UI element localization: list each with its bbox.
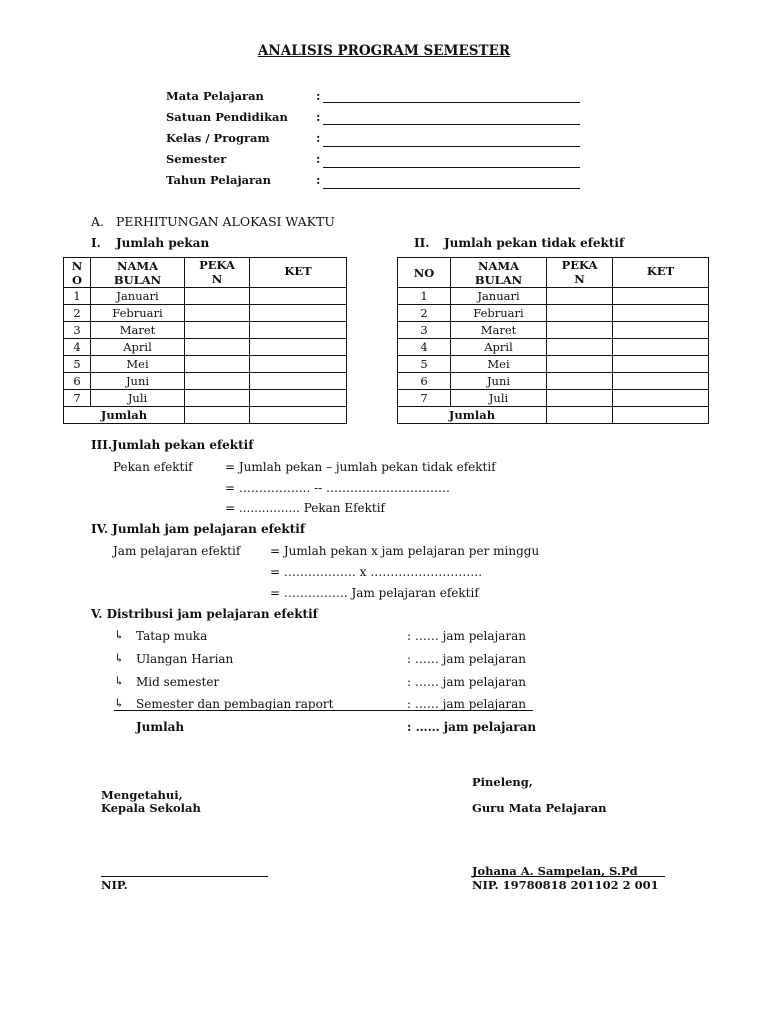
table-row — [398, 390, 709, 407]
left-nip-label: NIP. — [101, 878, 128, 892]
table-row — [64, 288, 347, 305]
cell-bulan: Februari — [451, 305, 547, 322]
cell-no: 5 — [64, 356, 91, 373]
page-title: ANALISIS PROGRAM SEMESTER — [257, 43, 511, 59]
jam-efektif-fill-line: = ……………… x ………………………. — [270, 565, 483, 579]
identity-input-line[interactable] — [323, 102, 580, 103]
cell-no: 3 — [398, 322, 451, 339]
pekan-efektif-fill-line: = ……………... -- …………………………. — [225, 481, 450, 495]
cell-bulan: Februari — [91, 305, 185, 322]
cell-ket[interactable] — [250, 322, 347, 339]
cell-bulan: Mei — [91, 356, 185, 373]
table-ii-number: II. — [414, 236, 430, 250]
section-a-title: PERHITUNGAN ALOKASI WAKTU — [116, 214, 335, 229]
table-row — [398, 339, 709, 356]
pekan-efektif-result: = ................ Pekan Efektif — [225, 501, 385, 515]
cell-total-pekan[interactable] — [547, 407, 613, 424]
jam-efektif-formula: = Jumlah pekan x jam pelajaran per minggu — [270, 544, 540, 558]
distribusi-total-label: Jumlah — [136, 720, 185, 734]
identity-colon: : — [316, 131, 321, 145]
table-row — [64, 339, 347, 356]
cell-bulan: Januari — [91, 288, 185, 305]
identity-colon: : — [316, 152, 321, 166]
table-row — [64, 322, 347, 339]
cell-ket[interactable] — [250, 373, 347, 390]
cell-bulan: Maret — [451, 322, 547, 339]
cell-pekan[interactable] — [547, 356, 613, 373]
mengetahui-label: Mengetahui, — [101, 788, 183, 802]
table-jumlah-pekan — [63, 257, 347, 424]
distribusi-item-value: : …… jam pelajaran — [407, 629, 527, 643]
identity-colon: : — [316, 110, 321, 124]
cell-ket[interactable] — [250, 288, 347, 305]
cell-pekan[interactable] — [547, 339, 613, 356]
cell-pekan[interactable] — [547, 288, 613, 305]
cell-no: 6 — [398, 373, 451, 390]
cell-no: 6 — [64, 373, 91, 390]
table-row — [398, 288, 709, 305]
cell-no: 2 — [64, 305, 91, 322]
jam-efektif-result: = ……………. Jam pelajaran efektif — [270, 586, 479, 600]
cell-ket[interactable] — [613, 373, 709, 390]
cell-bulan: Juni — [451, 373, 547, 390]
distribusi-item-label: Ulangan Harian — [136, 652, 234, 666]
guru-name: Johana A. Sampelan, S.Pd — [472, 864, 638, 878]
header-pekan: PEKA N — [547, 258, 613, 288]
pekan-efektif-formula: = Jumlah pekan – jumlah pekan tidak efektif — [225, 460, 496, 474]
header-ket: KET — [250, 258, 347, 288]
identity-label: Mata Pelajaran — [166, 89, 264, 103]
distribusi-item-value: : …… jam pelajaran — [407, 675, 527, 689]
table-row — [398, 373, 709, 390]
cell-ket[interactable] — [250, 390, 347, 407]
identity-colon: : — [316, 173, 321, 187]
cell-pekan[interactable] — [547, 373, 613, 390]
cell-ket[interactable] — [613, 390, 709, 407]
place-label: Pineleng, — [472, 775, 533, 789]
table-row — [64, 305, 347, 322]
distribusi-item-label: Tatap muka — [136, 629, 208, 643]
cell-pekan[interactable] — [547, 390, 613, 407]
cell-total-label: Jumlah — [64, 407, 185, 424]
cell-total-ket[interactable] — [250, 407, 347, 424]
table-row — [64, 373, 347, 390]
cell-pekan[interactable] — [185, 322, 250, 339]
cell-ket[interactable] — [613, 305, 709, 322]
table-row — [398, 356, 709, 373]
cell-ket[interactable] — [613, 339, 709, 356]
distribusi-item-label: Mid semester — [136, 675, 220, 689]
cell-pekan[interactable] — [185, 288, 250, 305]
cell-no: 7 — [64, 390, 91, 407]
cell-ket[interactable] — [613, 288, 709, 305]
cell-ket[interactable] — [250, 356, 347, 373]
cell-pekan[interactable] — [185, 305, 250, 322]
hooked-arrow-icon: ↳ — [114, 651, 125, 665]
header-no: N O — [64, 258, 91, 288]
jam-efektif-label: Jam pelajaran efektif — [113, 544, 241, 558]
table-i-number: I. — [91, 236, 101, 250]
cell-ket[interactable] — [250, 339, 347, 356]
guru-label: Guru Mata Pelajaran — [472, 801, 607, 815]
cell-ket[interactable] — [613, 322, 709, 339]
table-ii-title: Jumlah pekan tidak efektif — [444, 236, 625, 250]
table-pekan-tidak-efektif — [397, 257, 709, 424]
table-total-row — [64, 407, 347, 424]
identity-label: Satuan Pendidikan — [166, 110, 288, 124]
underline-divider — [114, 710, 533, 711]
hooked-arrow-icon: ↳ — [114, 628, 125, 642]
cell-bulan: Juli — [91, 390, 185, 407]
pekan-efektif-label: Pekan efektif — [113, 460, 193, 474]
identity-input-line[interactable] — [323, 167, 580, 168]
cell-bulan: April — [451, 339, 547, 356]
cell-total-pekan[interactable] — [185, 407, 250, 424]
cell-pekan[interactable] — [185, 356, 250, 373]
cell-total-label: Jumlah — [398, 407, 547, 424]
cell-no: 4 — [64, 339, 91, 356]
kepala-sekolah-label: Kepala Sekolah — [101, 801, 201, 815]
identity-colon: : — [316, 89, 321, 103]
cell-no: 4 — [398, 339, 451, 356]
section-v-heading: V. Distribusi jam pelajaran efektif — [91, 607, 318, 621]
distribusi-item-label: Semester dan pembagian raport — [136, 697, 334, 711]
table-row — [398, 305, 709, 322]
header-no: NO — [398, 258, 451, 288]
identity-input-line[interactable] — [323, 146, 580, 147]
cell-pekan[interactable] — [547, 305, 613, 322]
cell-bulan: Januari — [451, 288, 547, 305]
cell-bulan: April — [91, 339, 185, 356]
cell-ket[interactable] — [613, 356, 709, 373]
cell-pekan[interactable] — [185, 373, 250, 390]
cell-bulan: Juni — [91, 373, 185, 390]
identity-label: Kelas / Program — [166, 131, 270, 145]
cell-bulan: Maret — [91, 322, 185, 339]
hooked-arrow-icon: ↳ — [114, 696, 125, 710]
distribusi-total-value: : …… jam pelajaran — [407, 720, 537, 734]
table-total-row — [398, 407, 709, 424]
cell-no: 1 — [398, 288, 451, 305]
cell-pekan[interactable] — [547, 322, 613, 339]
header-pekan: PEKA N — [185, 258, 250, 288]
table-i-title: Jumlah pekan — [116, 236, 210, 250]
cell-total-ket[interactable] — [613, 407, 709, 424]
cell-pekan[interactable] — [185, 390, 250, 407]
section-iv-heading: IV. Jumlah jam pelajaran efektif — [91, 522, 305, 536]
cell-no: 7 — [398, 390, 451, 407]
cell-bulan: Juli — [451, 390, 547, 407]
guru-nip: NIP. 19780818 201102 2 001 — [472, 878, 659, 892]
header-nama-bulan: NAMA BULAN — [91, 258, 185, 288]
header-ket: KET — [613, 258, 709, 288]
distribusi-item-value: : …… jam pelajaran — [407, 697, 527, 711]
section-a-number: A. — [91, 214, 105, 229]
cell-pekan[interactable] — [185, 339, 250, 356]
header-nama-bulan: NAMA BULAN — [451, 258, 547, 288]
cell-bulan: Mei — [451, 356, 547, 373]
identity-input-line[interactable] — [323, 188, 580, 189]
cell-no: 5 — [398, 356, 451, 373]
table-row — [64, 390, 347, 407]
cell-no: 1 — [64, 288, 91, 305]
distribusi-item-value: : …… jam pelajaran — [407, 652, 527, 666]
cell-ket[interactable] — [250, 305, 347, 322]
cell-no: 3 — [64, 322, 91, 339]
cell-no: 2 — [398, 305, 451, 322]
identity-input-line[interactable] — [323, 124, 580, 125]
identity-label: Tahun Pelajaran — [166, 173, 271, 187]
table-row — [398, 322, 709, 339]
identity-label: Semester — [166, 152, 227, 166]
table-row — [64, 356, 347, 373]
section-iii-heading: III.Jumlah pekan efektif — [91, 438, 254, 452]
right-signature-line — [472, 876, 665, 877]
hooked-arrow-icon: ↳ — [114, 674, 125, 688]
left-signature-line — [101, 876, 268, 877]
